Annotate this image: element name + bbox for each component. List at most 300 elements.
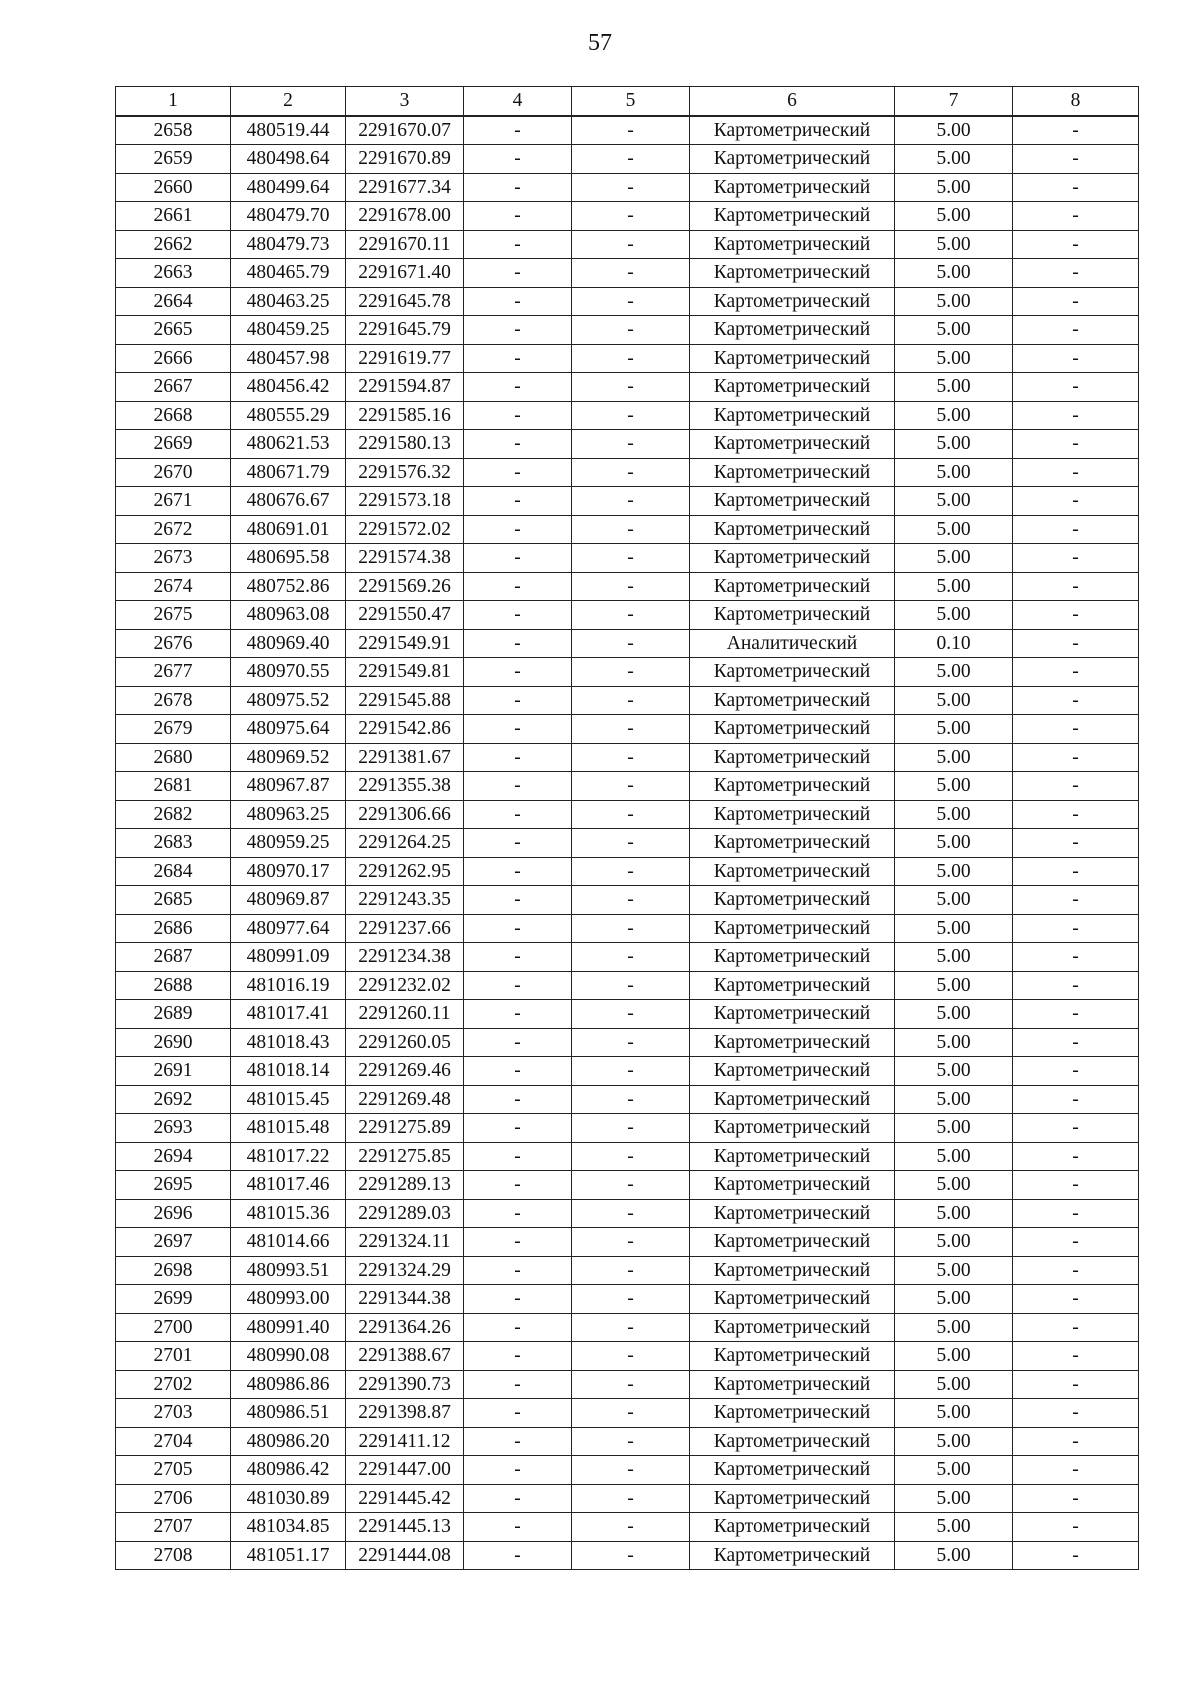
table-header-row [116, 87, 1139, 116]
table-cell: - [1013, 1028, 1139, 1057]
table-cell: - [464, 344, 572, 373]
table-cell: 5.00 [895, 857, 1013, 886]
table-cell: 2291306.66 [346, 800, 464, 829]
table-cell: - [1013, 145, 1139, 174]
table-cell: 480963.25 [231, 800, 346, 829]
table-cell: - [1013, 1085, 1139, 1114]
table-cell: 481051.17 [231, 1541, 346, 1570]
table-cell: - [464, 173, 572, 202]
table-cell: - [572, 1114, 690, 1143]
table-row [116, 715, 1139, 744]
table-cell: Картометрический [690, 1228, 895, 1257]
table-cell: Картометрический [690, 857, 895, 886]
table-cell: 2291550.47 [346, 601, 464, 630]
table-row [116, 772, 1139, 801]
table-cell: - [1013, 1285, 1139, 1314]
table-row [116, 1028, 1139, 1057]
table-cell: 5.00 [895, 1456, 1013, 1485]
table-cell: 2291645.79 [346, 316, 464, 345]
table-cell: Картометрический [690, 1199, 895, 1228]
table-cell: 481015.45 [231, 1085, 346, 1114]
table-cell: 480969.52 [231, 743, 346, 772]
table-cell: 2659 [116, 145, 231, 174]
table-cell: Картометрический [690, 344, 895, 373]
table-cell: - [1013, 259, 1139, 288]
table-cell: Картометрический [690, 1399, 895, 1428]
table-row [116, 173, 1139, 202]
table-cell: 480463.25 [231, 287, 346, 316]
table-cell: 480975.52 [231, 686, 346, 715]
table-cell: - [464, 259, 572, 288]
table-cell: 2701 [116, 1342, 231, 1371]
table-cell: 2667 [116, 373, 231, 402]
table-row [116, 259, 1139, 288]
table-cell: - [464, 943, 572, 972]
table-cell: - [464, 1342, 572, 1371]
table-cell: 5.00 [895, 572, 1013, 601]
table-cell: 2697 [116, 1228, 231, 1257]
table-cell: 2669 [116, 430, 231, 459]
table-cell: 5.00 [895, 1171, 1013, 1200]
table-cell: 480990.08 [231, 1342, 346, 1371]
table-cell: Картометрический [690, 1256, 895, 1285]
table-cell: - [464, 658, 572, 687]
table-cell: 5.00 [895, 544, 1013, 573]
table-cell: 2687 [116, 943, 231, 972]
table-cell: 2291576.32 [346, 458, 464, 487]
table-cell: - [464, 1313, 572, 1342]
table-row [116, 1142, 1139, 1171]
table-cell: 2660 [116, 173, 231, 202]
table-cell: 2291545.88 [346, 686, 464, 715]
table-row [116, 1228, 1139, 1257]
table-row [116, 943, 1139, 972]
table-cell: 5.00 [895, 1427, 1013, 1456]
table-cell: 5.00 [895, 658, 1013, 687]
table-cell: 2291447.00 [346, 1456, 464, 1485]
table-cell: - [572, 1057, 690, 1086]
table-cell: 2662 [116, 230, 231, 259]
table-cell: 2291355.38 [346, 772, 464, 801]
table-cell: - [1013, 1427, 1139, 1456]
table-cell: - [464, 1484, 572, 1513]
table-cell: - [1013, 1000, 1139, 1029]
table-cell: Картометрический [690, 1057, 895, 1086]
table-cell: - [572, 344, 690, 373]
table-cell: - [572, 743, 690, 772]
table-cell: 480555.29 [231, 401, 346, 430]
table-row [116, 572, 1139, 601]
table-cell: 2291289.03 [346, 1199, 464, 1228]
table-cell: Картометрический [690, 914, 895, 943]
table-cell: Картометрический [690, 287, 895, 316]
table-cell: Картометрический [690, 401, 895, 430]
table-cell: - [1013, 857, 1139, 886]
table-row [116, 743, 1139, 772]
table-row [116, 1000, 1139, 1029]
table-row [116, 1085, 1139, 1114]
table-cell: 2291388.67 [346, 1342, 464, 1371]
table-cell: 2291289.13 [346, 1171, 464, 1200]
table-cell: 2677 [116, 658, 231, 687]
table-cell: - [572, 1228, 690, 1257]
table-cell: - [464, 401, 572, 430]
table-cell: 5.00 [895, 800, 1013, 829]
table-cell: Картометрический [690, 686, 895, 715]
table-cell: 480479.73 [231, 230, 346, 259]
table-cell: 5.00 [895, 344, 1013, 373]
table-cell: 2291398.87 [346, 1399, 464, 1428]
table-cell: 480969.40 [231, 629, 346, 658]
table-cell: Картометрический [690, 202, 895, 231]
table-cell: - [464, 1199, 572, 1228]
table-row [116, 1057, 1139, 1086]
table-cell: - [572, 601, 690, 630]
table-cell: 5.00 [895, 1513, 1013, 1542]
table-cell: 2670 [116, 458, 231, 487]
table-cell: 5.00 [895, 1085, 1013, 1114]
table-row [116, 1171, 1139, 1200]
table-cell: 2663 [116, 259, 231, 288]
table-cell: - [1013, 1513, 1139, 1542]
table-cell: - [1013, 487, 1139, 516]
table-cell: - [1013, 914, 1139, 943]
table-cell: - [572, 145, 690, 174]
table-cell: 2291234.38 [346, 943, 464, 972]
table-cell: - [1013, 1142, 1139, 1171]
table-cell: - [1013, 373, 1139, 402]
table-cell: Картометрический [690, 1285, 895, 1314]
table-cell: 2686 [116, 914, 231, 943]
table-cell: - [464, 1142, 572, 1171]
table-cell: 480970.55 [231, 658, 346, 687]
table-cell: 481015.48 [231, 1114, 346, 1143]
table-cell: 481017.22 [231, 1142, 346, 1171]
table-cell: 480991.09 [231, 943, 346, 972]
table-cell: Картометрический [690, 772, 895, 801]
table-cell: Картометрический [690, 1085, 895, 1114]
table-cell: 481017.46 [231, 1171, 346, 1200]
table-cell: - [572, 1256, 690, 1285]
table-cell: - [464, 1114, 572, 1143]
table-cell: - [1013, 943, 1139, 972]
table-cell: - [572, 629, 690, 658]
table-cell: - [572, 686, 690, 715]
table-cell: - [572, 829, 690, 858]
table-cell: Картометрический [690, 943, 895, 972]
table-cell: 480676.67 [231, 487, 346, 516]
table-cell: - [464, 1513, 572, 1542]
table-cell: - [1013, 629, 1139, 658]
table-cell: 480479.70 [231, 202, 346, 231]
table-cell: 2291445.42 [346, 1484, 464, 1513]
table-cell: - [1013, 1313, 1139, 1342]
table-cell: - [572, 1285, 690, 1314]
table-cell: 2684 [116, 857, 231, 886]
table-cell: Картометрический [690, 116, 895, 145]
table-cell: Картометрический [690, 829, 895, 858]
table-cell: Картометрический [690, 1342, 895, 1371]
table-row [116, 800, 1139, 829]
table-cell: - [1013, 1114, 1139, 1143]
table-cell: 5.00 [895, 401, 1013, 430]
table-cell: - [1013, 430, 1139, 459]
table-cell: 2678 [116, 686, 231, 715]
table-cell: - [464, 829, 572, 858]
table-cell: 5.00 [895, 515, 1013, 544]
table-cell: - [464, 1000, 572, 1029]
table-cell: 2291549.81 [346, 658, 464, 687]
table-cell: 481017.41 [231, 1000, 346, 1029]
table-cell: 2706 [116, 1484, 231, 1513]
table-row [116, 1256, 1139, 1285]
table-cell: 2291381.67 [346, 743, 464, 772]
table-cell: 2291324.11 [346, 1228, 464, 1257]
table-cell: 2680 [116, 743, 231, 772]
table-cell: - [572, 943, 690, 972]
table-cell: 2689 [116, 1000, 231, 1029]
table-cell: 2707 [116, 1513, 231, 1542]
table-cell: 2683 [116, 829, 231, 858]
table-cell: - [1013, 344, 1139, 373]
table-cell: 5.00 [895, 886, 1013, 915]
table-cell: 480993.51 [231, 1256, 346, 1285]
table-cell: - [464, 800, 572, 829]
table-cell: - [572, 487, 690, 516]
table-cell: 481014.66 [231, 1228, 346, 1257]
table-cell: - [1013, 572, 1139, 601]
table-cell: 481018.43 [231, 1028, 346, 1057]
table-cell: - [1013, 743, 1139, 772]
table-row [116, 344, 1139, 373]
table-cell: 480977.64 [231, 914, 346, 943]
table-cell: - [1013, 658, 1139, 687]
table-cell: - [1013, 1484, 1139, 1513]
table-cell: - [464, 1399, 572, 1428]
table-cell: - [572, 287, 690, 316]
table-cell: - [572, 1484, 690, 1513]
table-cell: - [572, 1399, 690, 1428]
table-cell: 2698 [116, 1256, 231, 1285]
table-cell: - [572, 544, 690, 573]
table-cell: - [572, 886, 690, 915]
table-cell: 2291671.40 [346, 259, 464, 288]
table-cell: 481034.85 [231, 1513, 346, 1542]
table-cell: Картометрический [690, 658, 895, 687]
table-cell: - [1013, 1370, 1139, 1399]
table-cell: 2702 [116, 1370, 231, 1399]
table-cell: - [464, 230, 572, 259]
table-cell: 2694 [116, 1142, 231, 1171]
table-cell: - [464, 686, 572, 715]
table-row [116, 1399, 1139, 1428]
table-cell: 5.00 [895, 715, 1013, 744]
table-cell: 2291542.86 [346, 715, 464, 744]
table-cell: - [572, 572, 690, 601]
table-cell: - [1013, 886, 1139, 915]
table-cell: - [1013, 287, 1139, 316]
table-row [116, 401, 1139, 430]
table-cell: Картометрический [690, 1028, 895, 1057]
table-cell: - [572, 1028, 690, 1057]
table-cell: - [464, 1028, 572, 1057]
table-row [116, 1313, 1139, 1342]
table-cell: - [572, 857, 690, 886]
table-cell: - [464, 971, 572, 1000]
table-cell: 5.00 [895, 430, 1013, 459]
column-header: 7 [895, 87, 1013, 116]
table-cell: 5.00 [895, 601, 1013, 630]
table-cell: 5.00 [895, 971, 1013, 1000]
page-number: 57 [588, 30, 612, 56]
table-cell: 2695 [116, 1171, 231, 1200]
table-cell: 2291324.29 [346, 1256, 464, 1285]
table-cell: 5.00 [895, 1484, 1013, 1513]
table-cell: 2671 [116, 487, 231, 516]
table-cell: - [572, 116, 690, 145]
table-cell: Картометрический [690, 743, 895, 772]
table-cell: 481030.89 [231, 1484, 346, 1513]
table-cell: Картометрический [690, 373, 895, 402]
column-header: 2 [231, 87, 346, 116]
table-row [116, 145, 1139, 174]
table-cell: Картометрический [690, 1370, 895, 1399]
table-row [116, 430, 1139, 459]
table-cell: - [572, 515, 690, 544]
table-cell: 2291445.13 [346, 1513, 464, 1542]
table-row [116, 857, 1139, 886]
table-cell: - [1013, 1057, 1139, 1086]
table-cell: 5.00 [895, 1199, 1013, 1228]
table-cell: 2668 [116, 401, 231, 430]
table-cell: 2291677.34 [346, 173, 464, 202]
table-cell: 2291237.66 [346, 914, 464, 943]
table-cell: - [1013, 1541, 1139, 1570]
table-cell: Картометрический [690, 1541, 895, 1570]
table-cell: 480970.17 [231, 857, 346, 886]
table-cell: 2291344.38 [346, 1285, 464, 1314]
table-cell: 2291275.89 [346, 1114, 464, 1143]
table-cell: - [572, 430, 690, 459]
table-cell: 480621.53 [231, 430, 346, 459]
table-cell: 2291444.08 [346, 1541, 464, 1570]
table-cell: 480959.25 [231, 829, 346, 858]
table-cell: 2699 [116, 1285, 231, 1314]
table-cell: 5.00 [895, 202, 1013, 231]
table-row [116, 886, 1139, 915]
table-cell: - [572, 373, 690, 402]
table-cell: - [464, 914, 572, 943]
table-cell: - [572, 772, 690, 801]
table-row [116, 1427, 1139, 1456]
table-cell: 480519.44 [231, 116, 346, 145]
table-cell: - [572, 1456, 690, 1485]
table-cell: - [1013, 1456, 1139, 1485]
table-cell: - [464, 572, 572, 601]
table-cell: 5.00 [895, 943, 1013, 972]
table-cell: Картометрический [690, 601, 895, 630]
table-cell: - [1013, 1228, 1139, 1257]
table-cell: - [1013, 715, 1139, 744]
table-cell: 481018.14 [231, 1057, 346, 1086]
table-cell: - [572, 800, 690, 829]
table-cell: 2291594.87 [346, 373, 464, 402]
table-cell: - [572, 971, 690, 1000]
table-cell: 5.00 [895, 1028, 1013, 1057]
table-cell: - [572, 1342, 690, 1371]
table-cell: - [464, 886, 572, 915]
table-cell: - [464, 116, 572, 145]
table-cell: 2291619.77 [346, 344, 464, 373]
table-cell: - [464, 1228, 572, 1257]
table-cell: 480465.79 [231, 259, 346, 288]
table-row [116, 1513, 1139, 1542]
table-cell: 480986.42 [231, 1456, 346, 1485]
table-cell: - [464, 1427, 572, 1456]
table-row [116, 287, 1139, 316]
table-cell: - [464, 487, 572, 516]
table-cell: 2291670.11 [346, 230, 464, 259]
table-cell: - [572, 715, 690, 744]
table-cell: 2291678.00 [346, 202, 464, 231]
table-cell: 2679 [116, 715, 231, 744]
table-cell: 480695.58 [231, 544, 346, 573]
table-cell: 5.00 [895, 1142, 1013, 1171]
table-cell: - [464, 772, 572, 801]
table-cell: Картометрический [690, 1000, 895, 1029]
table-cell: Картометрический [690, 458, 895, 487]
table-cell: - [572, 458, 690, 487]
table-cell: - [1013, 601, 1139, 630]
table-row [116, 373, 1139, 402]
table-cell: 480993.00 [231, 1285, 346, 1314]
table-cell: 2291411.12 [346, 1427, 464, 1456]
table-cell: - [1013, 829, 1139, 858]
table-cell: 5.00 [895, 116, 1013, 145]
table-cell: - [1013, 116, 1139, 145]
table-cell: 5.00 [895, 1541, 1013, 1570]
table-cell: 480986.86 [231, 1370, 346, 1399]
table-cell: 2675 [116, 601, 231, 630]
table-cell: - [464, 1171, 572, 1200]
table-cell: 480752.86 [231, 572, 346, 601]
table-cell: Картометрический [690, 1456, 895, 1485]
table-cell: 5.00 [895, 373, 1013, 402]
table-cell: - [464, 544, 572, 573]
table-cell: Аналитический [690, 629, 895, 658]
table-cell: 480456.42 [231, 373, 346, 402]
table-cell: - [572, 1199, 690, 1228]
table-cell: 5.00 [895, 230, 1013, 259]
table-cell: 2703 [116, 1399, 231, 1428]
table-row [116, 1541, 1139, 1570]
table-cell: - [1013, 401, 1139, 430]
table-cell: 481015.36 [231, 1199, 346, 1228]
table-cell: Картометрический [690, 572, 895, 601]
table-cell: 480671.79 [231, 458, 346, 487]
table-cell: - [1013, 1399, 1139, 1428]
table-cell: - [1013, 1199, 1139, 1228]
table-cell: 2291260.05 [346, 1028, 464, 1057]
table-cell: 5.00 [895, 259, 1013, 288]
table-cell: - [1013, 316, 1139, 345]
table-cell: 2291572.02 [346, 515, 464, 544]
table-cell: 2676 [116, 629, 231, 658]
table-cell: 2291573.18 [346, 487, 464, 516]
table-cell: 2665 [116, 316, 231, 345]
table-cell: - [464, 1285, 572, 1314]
table-cell: 2682 [116, 800, 231, 829]
